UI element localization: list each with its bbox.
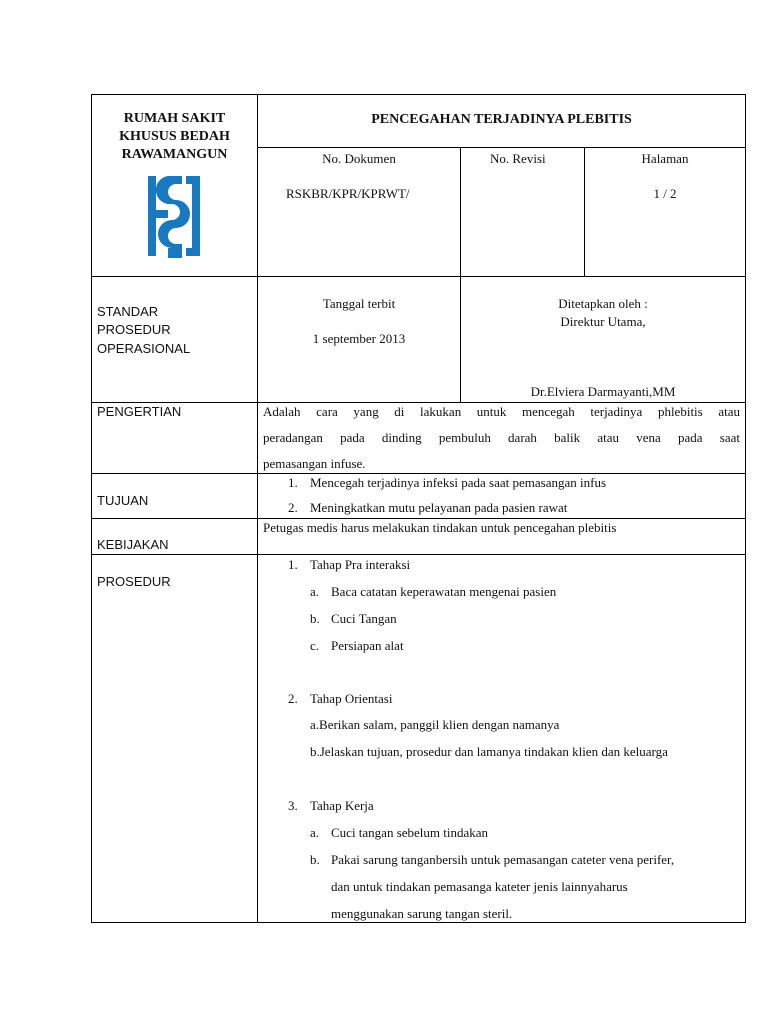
tujuan-item-number: 1. <box>288 475 298 490</box>
pengertian-text-line: Adalah cara yang di lakukan untuk mencegah terjadinya phlebitis atau <box>263 404 740 419</box>
prosedur-item: b.Jelaskan tujuan, prosedur dan lamanya tindakan klien dan keluarga <box>310 744 668 759</box>
tujuan-label: TUJUAN <box>97 493 149 508</box>
tujuan-item: Meningkatkan mutu pelayanan pada pasien rawat <box>310 500 568 515</box>
sop-label-line: STANDAR <box>97 304 159 319</box>
hospital-name-line: KHUSUS BEDAH <box>119 129 230 144</box>
prosedur-item-mark: b. <box>310 852 320 867</box>
prosedur-step-number: 1. <box>288 557 298 572</box>
page-value: 1 / 2 <box>653 186 677 201</box>
prosedur-step-title: Tahap Orientasi <box>310 691 393 706</box>
pengertian-text-line: peradangan pada dinding pembuluh darah balik atau vena pada saat <box>263 430 740 445</box>
doc-number-value: RSKBR/KPR/KPRWT/ <box>286 186 410 201</box>
issue-date-value: 1 september 2013 <box>312 331 406 346</box>
prosedur-item-mark: a. <box>310 825 320 840</box>
pengertian-label: PENGERTIAN <box>97 404 182 419</box>
tujuan-item: Mencegah terjadinya infeksi pada saat pemasangan infus <box>310 475 606 490</box>
kebijakan-label: KEBIJAKAN <box>97 537 169 552</box>
hospital-name-line: RUMAH SAKIT <box>123 111 226 126</box>
prosedur-item: Baca catatan keperawatan mengenai pasien <box>331 584 557 599</box>
prosedur-item: Cuci Tangan <box>331 611 397 626</box>
prosedur-item-mark: b. <box>310 611 320 626</box>
prosedur-step-title: Tahap Pra interaksi <box>310 557 411 572</box>
tujuan-item-number: 2. <box>288 500 298 515</box>
prosedur-item-mark: a. <box>310 584 320 599</box>
pengertian-text-line: pemasangan infuse. <box>263 456 366 471</box>
prosedur-label: PROSEDUR <box>97 574 171 589</box>
document-title: PENCEGAHAN TERJADINYA PLEBITIS <box>371 112 632 127</box>
prosedur-step-number: 2. <box>288 691 298 706</box>
hospital-logo <box>146 174 206 258</box>
sop-label-line: PROSEDUR <box>97 322 171 337</box>
prosedur-item: dan untuk tindakan pemasanga kateter jenis lainnyaharus <box>331 879 628 894</box>
hospital-name-line: RAWAMANGUN <box>121 147 228 162</box>
set-by-position: Direktur Utama, <box>560 314 646 329</box>
kebijakan-text: Petugas medis harus melakukan tindakan untuk pencegahan plebitis <box>263 520 617 535</box>
set-by-name: Dr.Elviera Darmayanti,MM <box>530 384 676 399</box>
prosedur-step-title: Tahap Kerja <box>310 798 374 813</box>
prosedur-item: a.Berikan salam, panggil klien dengan namanya <box>310 717 560 732</box>
page-label: Halaman <box>641 151 689 166</box>
sop-label-line: OPERASIONAL <box>97 341 191 356</box>
prosedur-item: Pakai sarung tanganbersih untuk pemasangan cateter vena perifer, <box>331 852 675 867</box>
issue-date-label: Tanggal terbit <box>322 296 396 311</box>
prosedur-item: Persiapan alat <box>331 638 404 653</box>
prosedur-item-mark: c. <box>310 638 320 653</box>
revision-label: No. Revisi <box>490 151 546 166</box>
prosedur-item: menggunakan sarung tangan steril. <box>331 906 513 921</box>
prosedur-step-number: 3. <box>288 798 298 813</box>
doc-number-label: No. Dokumen <box>322 151 396 166</box>
set-by-label: Ditetapkan oleh : <box>558 296 648 311</box>
prosedur-item: Cuci tangan sebelum tindakan <box>331 825 489 840</box>
